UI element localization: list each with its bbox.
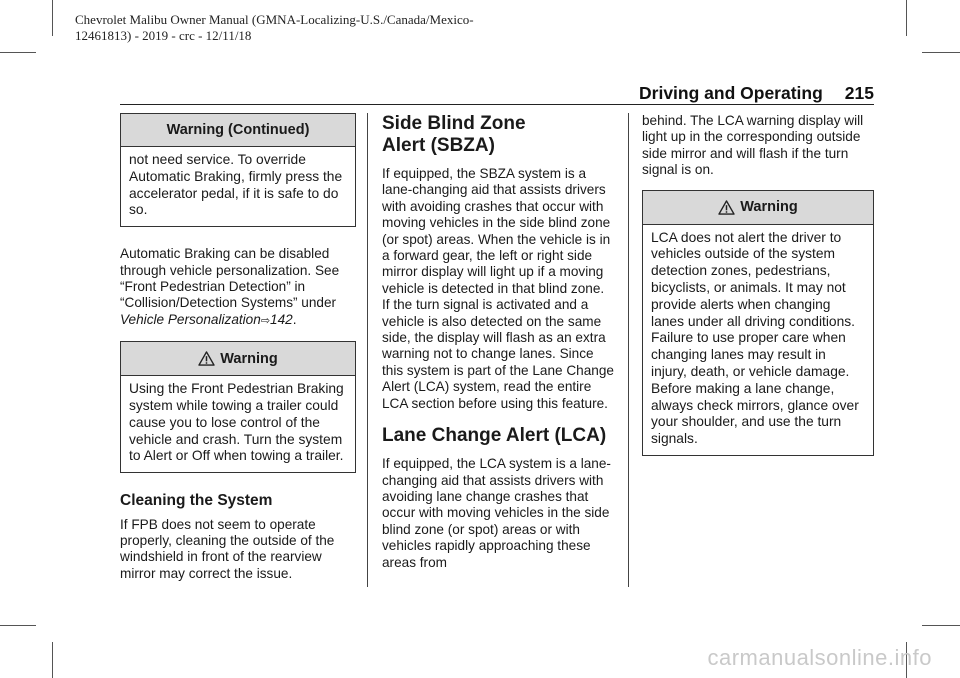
crop-mark (922, 52, 960, 53)
page-ref-number[interactable]: 142 (270, 311, 293, 327)
lca-warning-body: LCA does not alert the driver to vehicles outside of the system detection zones, pedestrians, bicyclists, or animals. It may not provide alerts when changing lanes under all driving conditions. Failure to use proper care when changing lanes may result in injury, death, or vehicle damage. Before making a lane change, always check mirrors, glance over your shoulder, and use the turn signals. (651, 229, 859, 447)
page-number: 215 (844, 83, 874, 103)
sbza-body: If equipped, the SBZA system is a lane-changing aid that assists drivers with avoiding crashes that occur with moving vehicles in the side blind zone (or spot) areas. When the vehicle is in a forward gear, the left or right side mirror display will light up if a moving vehicle is detected in that blind zone. If the turn signal is activated and a vehicle is also detected on the same side, the display will flash as an extra warning not to change lanes. Since this system is part of the Lane Change Alert (LCA) system, read the entire LCA section before using this feature. (382, 166, 614, 411)
warning-triangle-icon (718, 200, 735, 215)
paragraph-text: Automatic Braking can be disabled through vehicle personalization. See “Front Pedestrian Detection” in “Collision/Detection Systems” under (120, 246, 340, 311)
page-ref-arrow-icon: ⇨ (260, 314, 271, 327)
warning-triangle-icon (198, 351, 215, 366)
sbza-heading (382, 113, 614, 157)
warning-body: Using the Front Pedestrian Braking system while towing a trailer could cause you to lose control of the vehicle and crash. Turn the system to Alert or Off when towing a trailer. (129, 381, 344, 464)
warning-continued-body: not need service. To override Automatic Braking, firmly press the accelerator pedal, if it is safe to do so. (129, 152, 343, 218)
lca-warning-title: Warning (740, 198, 798, 215)
sbza-heading-line1: Side Blind Zone (382, 113, 526, 134)
crop-mark (0, 52, 36, 53)
document-header-line1: Chevrolet Malibu Owner Manual (GMNA-Localizing-U.S./Canada/Mexico- (75, 12, 474, 27)
watermark: carmanualsonline.info (707, 645, 932, 670)
personalization-paragraph (120, 246, 356, 329)
cleaning-heading: Cleaning the System (120, 492, 273, 510)
crop-mark (0, 625, 36, 626)
header-rule (120, 104, 874, 105)
lca-warning-header (643, 191, 873, 225)
paragraph-end: . (292, 311, 297, 327)
crop-mark (52, 0, 53, 36)
section-header (639, 83, 874, 104)
warning-continued-title: Warning (Continued) (121, 114, 355, 147)
warning-continued-box (120, 113, 356, 227)
column-divider (628, 113, 629, 587)
section-title: Driving and Operating (639, 83, 823, 103)
vehicle-personalization-link[interactable]: Vehicle Personalization (120, 311, 261, 327)
sbza-heading-line2: Alert (SBZA) (382, 135, 495, 156)
lca-continued-paragraph: behind. The LCA warning display will light up in the corresponding outside side mirror and will flash if the turn signal is on. (642, 113, 864, 178)
crop-mark (922, 625, 960, 626)
lca-heading: Lane Change Alert (LCA) (382, 425, 607, 447)
column-1 (120, 113, 356, 582)
warning-title: Warning (220, 350, 278, 367)
lca-body: If equipped, the LCA system is a lane-changing aid that assists drivers with avoiding lane change crashes that occur with moving vehicles in the side blind zone (or spot) areas or with vehicles rapidly approaching these areas from (382, 456, 611, 570)
crop-mark (906, 0, 907, 36)
document-header (75, 12, 474, 44)
crop-mark (52, 642, 53, 678)
cleaning-body: If FPB does not seem to operate properly, cleaning the outside of the windshield in front of the rearview mirror may correct the issue. (120, 516, 335, 581)
column-3 (642, 113, 874, 456)
warning-header (121, 342, 355, 376)
document-header-line2: 12461813) - 2019 - crc - 12/11/18 (75, 28, 252, 43)
lca-warning-box (642, 190, 874, 456)
warning-box (120, 341, 356, 473)
column-2 (382, 113, 614, 571)
column-divider (367, 113, 368, 587)
